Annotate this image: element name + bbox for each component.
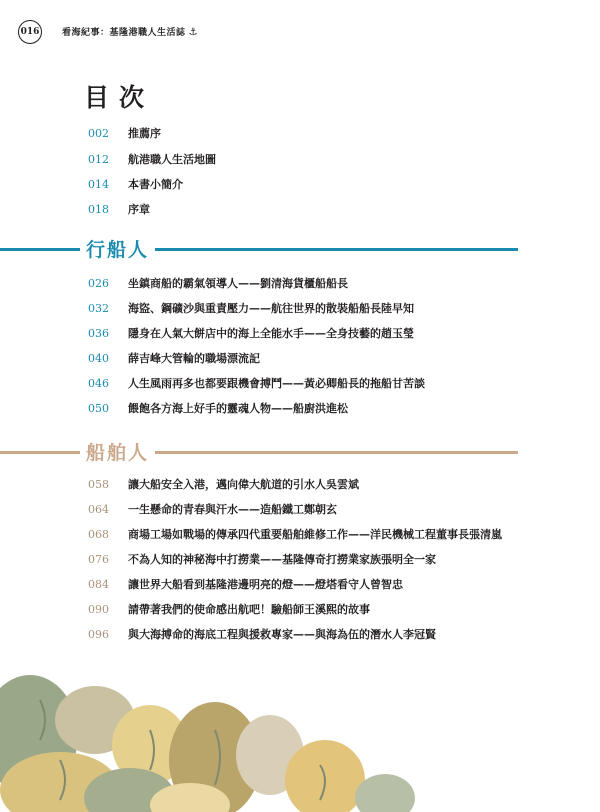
entry-page: 090 xyxy=(88,603,109,616)
entry-title: 航港職人生活地圖 xyxy=(128,153,216,166)
entry-title: 推薦序 xyxy=(128,127,161,140)
toc-entry[interactable] xyxy=(88,477,359,493)
toc-entry[interactable] xyxy=(88,276,348,292)
toc-entry[interactable] xyxy=(88,202,150,218)
section-divider xyxy=(0,248,518,251)
section-title: 船舶人 xyxy=(80,438,155,465)
section-title: 行船人 xyxy=(80,235,155,262)
toc-entry[interactable] xyxy=(88,376,425,392)
toc-entry[interactable] xyxy=(88,577,403,593)
entry-title: 讓世界大船看到基隆港邊明亮的燈——燈塔看守人曾智忠 xyxy=(128,578,403,591)
toc-entry[interactable] xyxy=(88,126,161,142)
entry-title: 與大海搏命的海底工程與援救專家——與海為伍的潛水人李冠賢 xyxy=(128,628,436,641)
running-title: 看海紀事：基隆港職人生活誌 xyxy=(62,28,186,38)
entry-title: 讓大船安全入港，邁向偉大航道的引水人吳雲斌 xyxy=(128,478,359,491)
toc-entry[interactable] xyxy=(88,301,414,317)
anchor-icon: ⚓ xyxy=(188,27,198,38)
entry-page: 026 xyxy=(88,277,109,290)
entry-title: 不為人知的神秘海中打撈業——基隆傳奇打撈業家族張明全一家 xyxy=(128,553,436,566)
entry-title: 商場工場如戰場的傳承四代重要船舶維修工作——洋民機械工程董事長張清嵐 xyxy=(128,528,502,541)
entry-page: 012 xyxy=(88,153,109,166)
entry-title: 請帶著我們的使命感出航吧！驗船師王溪熙的故事 xyxy=(128,603,370,616)
entry-title: 人生風雨再多也都要跟機會搏鬥——黃必卿船長的拖船甘苦談 xyxy=(128,377,425,390)
toc-entry[interactable] xyxy=(88,326,414,342)
entry-page: 018 xyxy=(88,203,109,216)
entry-page: 064 xyxy=(88,503,109,516)
entry-page: 084 xyxy=(88,578,109,591)
entry-title: 海盜、鋼礦沙與重責壓力——航往世界的散裝船船長陸早知 xyxy=(128,302,414,315)
tree-illustration xyxy=(0,660,420,812)
entry-title: 坐鎮商船的霸氣領導人——劉清海貨櫃船船長 xyxy=(128,277,348,290)
entry-page: 076 xyxy=(88,553,109,566)
toc-entry[interactable] xyxy=(88,502,337,518)
entry-page: 096 xyxy=(88,628,109,641)
toc-entry[interactable] xyxy=(88,351,260,367)
running-head xyxy=(62,25,198,38)
page-title: 目次 xyxy=(84,83,155,112)
toc-entry[interactable] xyxy=(88,152,216,168)
entry-page: 068 xyxy=(88,528,109,541)
entry-page: 032 xyxy=(88,302,109,315)
entry-page: 058 xyxy=(88,478,109,491)
entry-page: 036 xyxy=(88,327,109,340)
entry-title: 本書小簡介 xyxy=(128,178,183,191)
toc-entry[interactable] xyxy=(88,552,436,568)
entry-page: 040 xyxy=(88,352,109,365)
toc-entry[interactable] xyxy=(88,177,183,193)
entry-title: 隱身在人氣大餅店中的海上全能水手——全身技藝的趙玉瑩 xyxy=(128,327,414,340)
entry-title: 一生懸命的青春與汗水——造船鐵工鄭朝玄 xyxy=(128,503,337,516)
entry-page: 002 xyxy=(88,127,109,140)
entry-title: 餵飽各方海上好手的靈魂人物——船廚洪進松 xyxy=(128,402,348,415)
page-number: 016 xyxy=(18,20,42,44)
toc-entry[interactable] xyxy=(88,627,436,643)
toc-entry[interactable] xyxy=(88,401,348,417)
toc-entry[interactable] xyxy=(88,602,370,618)
entry-title: 序章 xyxy=(128,203,150,216)
entry-title: 薛吉峰大管輪的職場漂流記 xyxy=(128,352,260,365)
section-divider xyxy=(0,451,518,454)
entry-page: 050 xyxy=(88,402,109,415)
toc-entry[interactable] xyxy=(88,527,502,543)
entry-page: 046 xyxy=(88,377,109,390)
entry-page: 014 xyxy=(88,178,109,191)
